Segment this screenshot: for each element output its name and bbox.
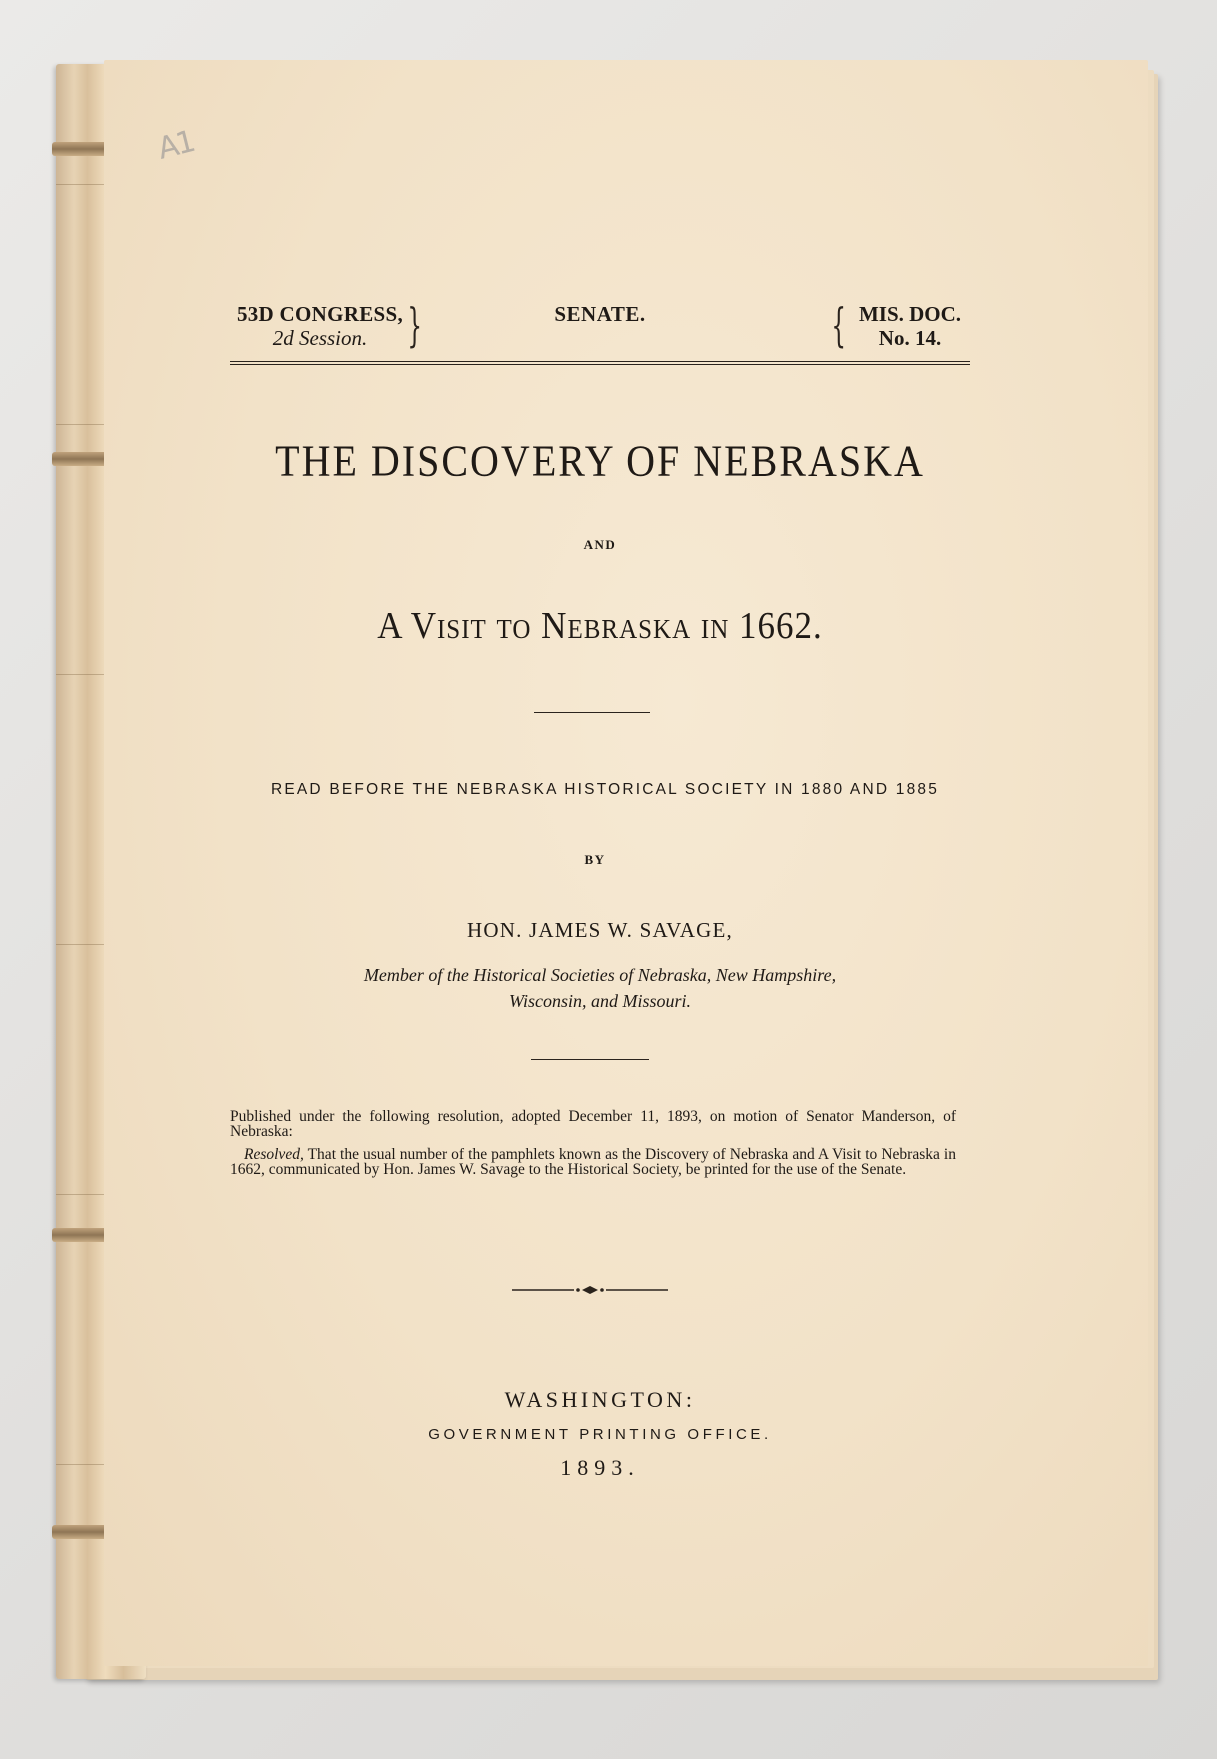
by-label: BY [584,852,606,867]
read-before-line: READ BEFORE THE NEBRASKA HISTORICAL SOCIETY IN 1880 AND 1885 [270,781,940,798]
right-brace-icon: } [407,298,422,352]
author-affiliations [240,962,960,1014]
congress-label: 53D CONGRESS, [236,302,404,326]
subtitle: A Visit to Nebraska in 1662. [377,604,823,647]
doc-number-label: No. 14. [878,326,942,350]
imprint-publisher: GOVERNMENT PRINTING OFFICE. [428,1426,772,1443]
resolution-block [230,1109,956,1177]
affiliation-line: Member of the Historical Societies of Nebraska, New Hampshire, [363,965,837,985]
left-brace-icon: { [831,298,846,352]
affiliation-line: Wisconsin, and Missouri. [508,991,691,1011]
title-conjunction: AND [583,537,617,552]
document-number [850,302,970,350]
resolved-label: Resolved, [244,1146,304,1163]
resolution-text [230,1147,956,1177]
pencil-annotation: A1 [154,124,198,167]
imprint-year: 1893. [560,1455,640,1480]
resolution-intro: Published under the following resolution, adopted December 11, 1893, on motion of Senator Manderson, of Nebraska: [230,1108,956,1140]
doc-type-label: MIS. DOC. [858,302,962,326]
header-double-rule [230,361,970,365]
section-divider [531,1059,649,1060]
ornament-divider-icon [512,1284,668,1296]
chamber-label: SENATE. [554,302,646,326]
imprint-city: WASHINGTON: [504,1387,696,1412]
session-label: 2d Session. [272,326,368,350]
resolution-body: That the usual number of the pamphlets known as the Discovery of Nebraska and A Visit to Nebraska in 1662, communicated by Hon. James W. Savage to the Historical Society, be printed for the use of the Senate. [230,1146,956,1178]
main-title: THE DISCOVERY OF NEBRASKA [275,435,925,486]
section-divider [534,712,650,713]
author-name: HON. JAMES W. SAVAGE, [467,918,733,942]
congress-session [228,302,412,350]
